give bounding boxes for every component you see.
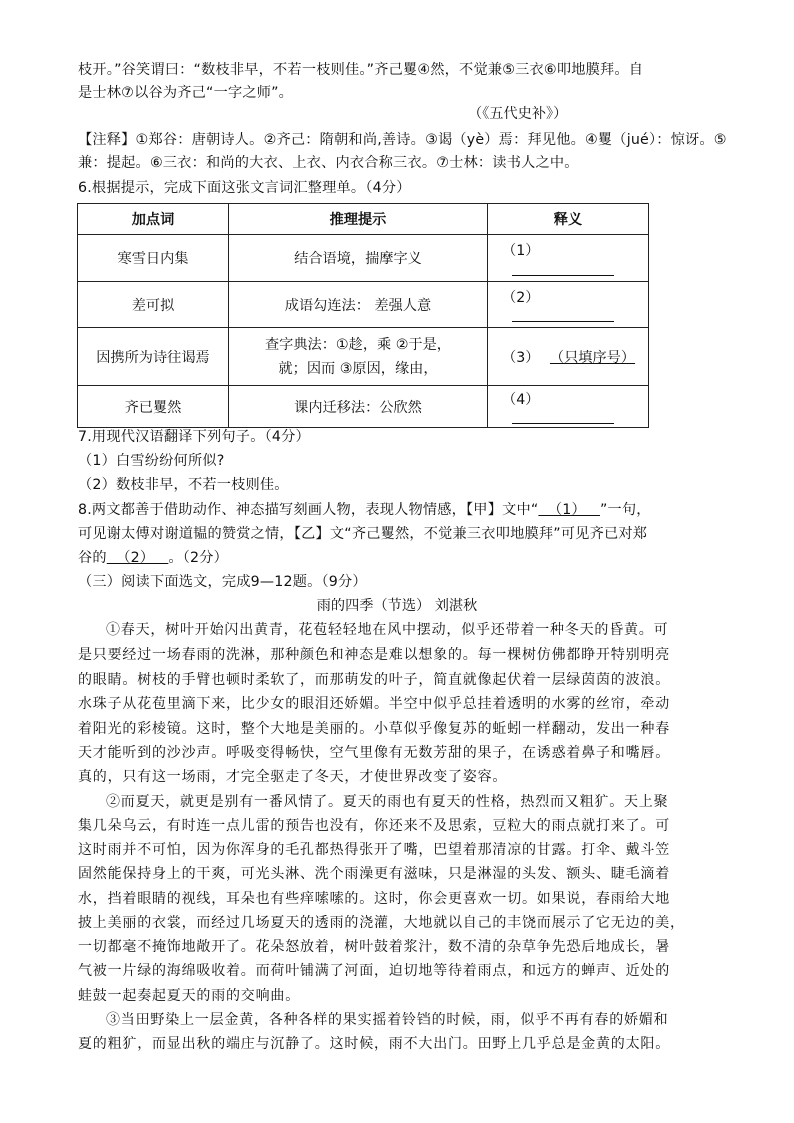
question-6-prompt: 6.根据提示，完成下面这张文言词汇整理单。（4分） (78, 180, 411, 196)
question-8-line (78, 548, 718, 568)
hint-cell: 课内迁移法：公欣然 (229, 386, 488, 428)
table-row (78, 386, 649, 428)
essay-line: 这时雨并不可怕，因为你浑身的毛孔都热得张开了嘴，巴望着那清凉的甘露。打伞、戴斗笠 (78, 842, 670, 858)
answer-number: （2） (502, 289, 540, 306)
passage-line: 是士林⑦以谷为齐己“一字之师”。 (78, 85, 294, 101)
section-3-heading: （三）阅读下面选文，完成9—12题。（9分） (78, 574, 367, 590)
question-8-line: 可见谢太傅对谢道韫的赞赏之情，【乙】文“齐己矍然，不觉兼三衣叩地膜拜”可见齐已对郑 (78, 526, 648, 542)
essay-line: 是只要经过一场春雨的洗淋，那种颜色和神态是难以想象的。每一棵树仿佛都睁开特别明亮 (78, 647, 670, 663)
vocabulary-table (77, 203, 649, 428)
word-cell: 因携所为诗往谒焉 (78, 328, 229, 386)
q8-text: 谷的 (78, 550, 107, 566)
word-cell: 差可拟 (78, 282, 229, 328)
essay-line: 气被一片绿的海绵吸收着。而荷叶铺满了河面，迫切地等待着雨点，和远方的蝉声、近处的 (78, 963, 670, 979)
answer-number: （3） (502, 349, 540, 366)
answer-cell[interactable] (488, 328, 649, 386)
hint-cell (229, 328, 488, 386)
essay-line: 固然能保持身上的干爽，可光头淋、洗个雨澡更有滋味，只是淋湿的头发、额头、睫毛滴着 (78, 866, 670, 882)
answer-instruction: （只填序号） (549, 349, 636, 366)
answer-cell[interactable] (488, 282, 649, 328)
answer-blank[interactable] (512, 261, 614, 276)
essay-line: 夏的粗犷，而显出秋的端庄与沉静了。这时候，雨不大出门。田野上几乎总是金黄的太阳。 (78, 1036, 670, 1052)
answer-blank[interactable] (512, 409, 614, 424)
q8-text: 8.两文都善于借助动作、神态描写刻画人物，表现人物情感，【甲】文中“ (78, 502, 539, 518)
essay-line: 集几朵乌云，有时连一点儿雷的预告也没有，你还来不及思索，豆粒大的雨点就打来了。可 (78, 818, 670, 834)
essay-line: 的眼睛。树枝的手臂也顿时柔软了，而那萌发的叶子，简直就像起伏着一层绿茵茵的波浪。 (78, 672, 670, 688)
answer-number: （1） (502, 243, 540, 259)
essay-line: ②而夏天，就更是别有一番风情了。夏天的雨也有夏天的性格，热烈而又粗犷。天上聚 (106, 794, 669, 810)
table-row (78, 282, 649, 328)
essay-line: 披上美丽的衣裳，而经过几场夏天的透雨的浇灌，大地就以自己的丰饶而展示了它无边的美， (78, 915, 685, 931)
table-header-row (78, 204, 649, 235)
answer-blank[interactable]: （2） (106, 550, 169, 566)
hint-cell: 成语勾连法： 差强人意 (229, 282, 488, 328)
table-row (78, 235, 649, 282)
essay-line: 着阳光的彩棱镜。这时，整个大地是美丽的。小草似乎像复苏的蚯蚓一样翻动，发出一种春 (78, 721, 670, 737)
word-cell: 齐已矍然 (78, 386, 229, 428)
answer-cell[interactable] (488, 386, 649, 428)
essay-line: 真的，只有这一场雨，才完全驱走了冬天，才使世界改变了姿容。 (78, 769, 508, 785)
essay-line: 水，挡着眼睛的视线，耳朵也有些痒嗦嗦的。这时，你会更喜欢一切。如果说，春雨给大地 (78, 891, 670, 907)
table-row (78, 328, 649, 386)
hint-line: 就；因而 ③原因，缘由， (278, 360, 438, 377)
answer-cell[interactable] (488, 235, 649, 282)
hint-line: 查字典法：①趁，乘 ②于是， (264, 336, 451, 353)
essay-line: 水珠子从花苞里滴下来，比少女的眼泪还娇媚。半空中似乎总挂着透明的水雾的丝帘，牵动 (78, 696, 670, 712)
passage-source: （《五代史补》） (468, 106, 568, 122)
table-header: 加点词 (78, 204, 229, 235)
notes-line: 【注释】①郑谷：唐朝诗人。②齐己：隋朝和尚,善诗。③谒（yè）焉：拜见他。④矍（jué）：惊讶。⑤ (78, 132, 727, 148)
question-8-line (78, 500, 718, 520)
answer-blank[interactable] (512, 307, 614, 322)
essay-title: 雨的四季（节选） 刘湛秋 (316, 598, 478, 614)
notes-line: 兼：提起。⑥三衣：和尚的大衣、上衣、内衣合称三衣。⑦士林：读书人之中。 (78, 155, 579, 171)
table-header: 释义 (488, 204, 649, 235)
hint-cell: 结合语境，揣摩字义 (229, 235, 488, 282)
passage-line: 枝开。”谷笑谓曰：“数枝非早，不若一枝则佳。”齐己矍④然，不觉兼⑤三衣⑥叩地膜拜。自 (78, 62, 644, 78)
answer-number: （4） (502, 391, 540, 408)
word-cell: 寒雪日内集 (78, 235, 229, 282)
q8-text: 。（2分） (168, 550, 229, 566)
essay-line: ③当田野染上一层金黄，各种各样的果实摇着铃铛的时候，雨，似乎不再有春的娇媚和 (106, 1012, 669, 1028)
question-7-prompt: 7.用现代汉语翻译下列句子。（4分） (78, 429, 310, 445)
essay-line: 一切都毫不掩饰地敞开了。花朵怒放着，树叶鼓着浆汁，数不清的杂草争先恐后地成长，暑 (78, 939, 670, 955)
question-7-sentence: （2）数枝非早，不若一枝则佳。 (78, 477, 289, 493)
table-header: 推理提示 (229, 204, 488, 235)
essay-line: 天才能听到的沙沙声。呼吸变得畅快，空气里像有无数芳甜的果子，在诱惑着鼻子和嘴唇。 (78, 745, 670, 761)
q8-text: ”一句， (599, 502, 651, 518)
answer-blank[interactable]: （1） (538, 502, 600, 518)
essay-line: ①春天，树叶开始闪出黄青，花苞轻轻地在风中摆动，似乎还带着一种冬天的昏黄。可 (106, 622, 669, 638)
essay-line: 蛙鼓一起奏起夏天的雨的交响曲。 (78, 988, 300, 1004)
question-7-sentence: （1）白雪纷纷何所似? (78, 453, 225, 469)
